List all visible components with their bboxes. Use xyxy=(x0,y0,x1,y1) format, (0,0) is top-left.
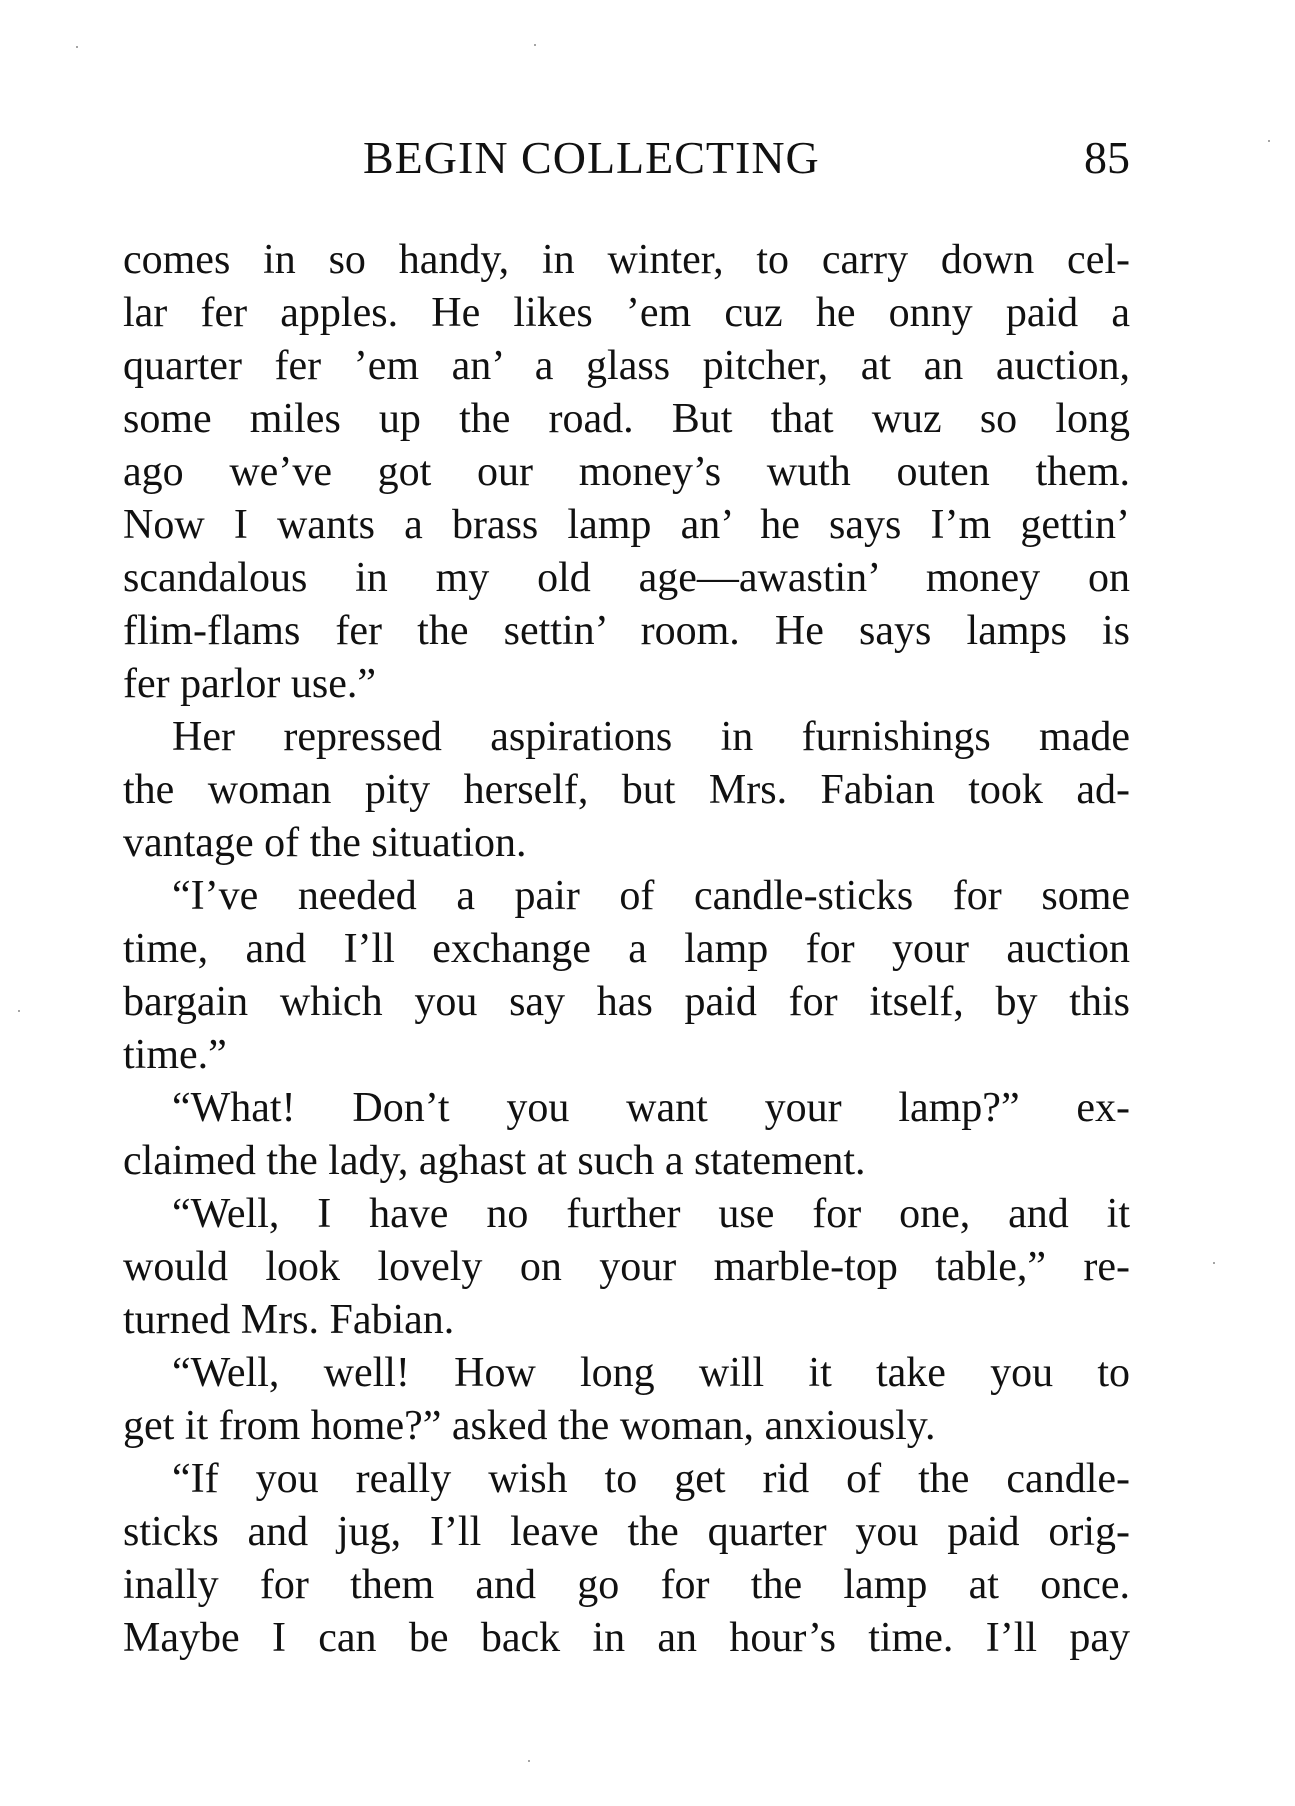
text-line: comes in so handy, in winter, to carry down cel- xyxy=(123,237,1130,283)
text-line: ago we’ve got our money’s wuth outen them. xyxy=(123,449,1130,495)
text-line: turned Mrs. Fabian. xyxy=(123,1297,455,1343)
text-line: bargain which you say has paid for itself, by this xyxy=(123,979,1130,1025)
text-line: inally for them and go for the lamp at once. xyxy=(123,1562,1130,1608)
text-line: lar fer apples. He likes ’em cuz he onny paid a xyxy=(123,290,1130,336)
paper-speck xyxy=(18,1010,20,1012)
body-text xyxy=(123,234,1130,1665)
text-line: vantage of the situation. xyxy=(123,820,527,866)
text-line: “Well, I have no further use for one, and it xyxy=(172,1191,1130,1237)
paper-speck xyxy=(1213,1262,1215,1264)
text-line: Maybe I can be back in an hour’s time. I’ll pay xyxy=(123,1615,1130,1661)
paper-speck xyxy=(76,46,78,48)
text-line: “I’ve needed a pair of candle-sticks for some xyxy=(172,873,1130,919)
paper-speck xyxy=(1268,140,1270,142)
text-line: claimed the lady, aghast at such a statement. xyxy=(123,1138,866,1184)
text-line: “If you really wish to get rid of the candle- xyxy=(172,1456,1130,1502)
text-line: Her repressed aspirations in furnishings made xyxy=(172,714,1130,760)
running-title: BEGIN COLLECTING xyxy=(363,132,820,183)
text-line: sticks and jug, I’ll leave the quarter you paid orig- xyxy=(123,1509,1130,1555)
text-line: some miles up the road. But that wuz so long xyxy=(123,396,1130,442)
text-line: “Well, well! How long will it take you to xyxy=(172,1350,1130,1396)
text-line: Now I wants a brass lamp an’ he says I’m gettin’ xyxy=(123,502,1130,548)
text-line: time, and I’ll exchange a lamp for your auction xyxy=(123,926,1130,972)
page-number: 85 xyxy=(1084,132,1130,183)
text-line: “What! Don’t you want your lamp?” ex- xyxy=(172,1085,1130,1131)
text-line: get it from home?” asked the woman, anxiously. xyxy=(123,1403,936,1449)
paper-speck xyxy=(534,44,536,46)
paper-speck xyxy=(528,1760,530,1762)
text-line: scandalous in my old age—awastin’ money on xyxy=(123,555,1130,601)
text-line: flim-flams fer the settin’ room. He says lamps is xyxy=(123,608,1130,654)
text-line: would look lovely on your marble-top table,” re- xyxy=(123,1244,1130,1290)
text-line: the woman pity herself, but Mrs. Fabian took ad- xyxy=(123,767,1130,813)
running-head xyxy=(123,128,1130,188)
text-line: time.” xyxy=(123,1032,227,1078)
text-line: fer parlor use.” xyxy=(123,661,377,707)
text-line: quarter fer ’em an’ a glass pitcher, at an auction, xyxy=(123,343,1130,389)
